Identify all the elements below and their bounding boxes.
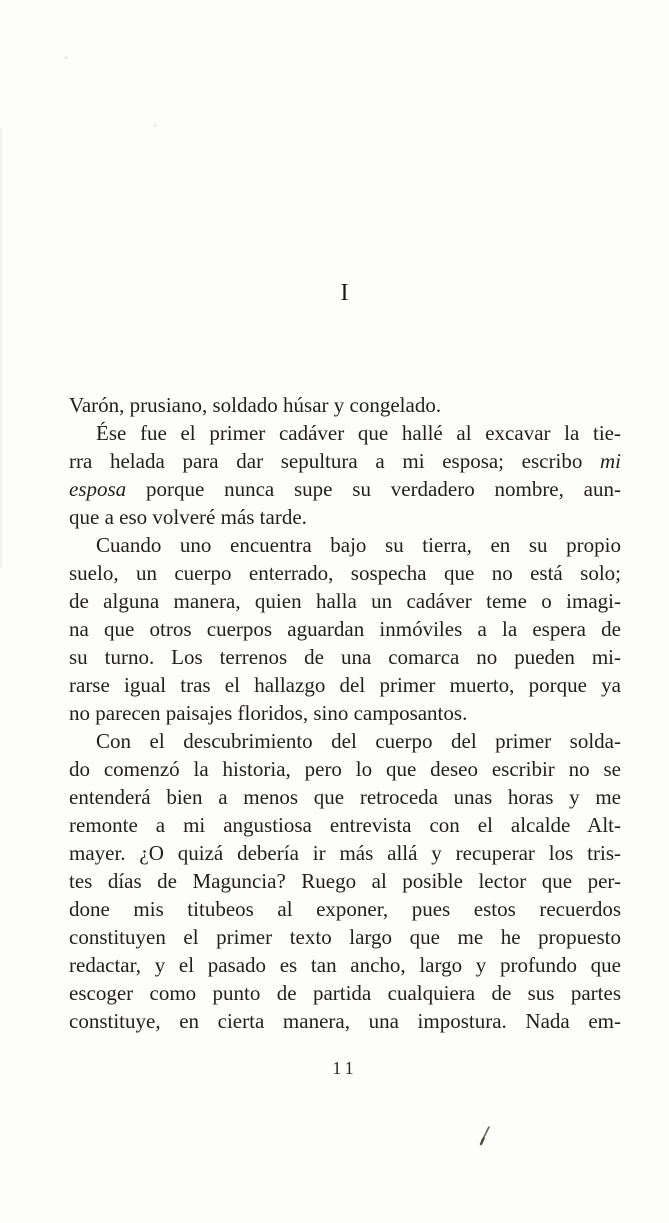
text-segment: rarse igual tras el hallazgo del primer muerto, porque ya — [69, 673, 621, 697]
text-line — [69, 895, 621, 923]
text-segment: de alguna manera, quien halla un cadáver teme o imagi- — [69, 589, 621, 613]
scan-edge-artifact — [0, 128, 3, 568]
text-segment: constituyen el primer texto largo que me he propuesto — [69, 925, 621, 949]
text-line — [69, 699, 621, 727]
text-line — [69, 615, 621, 643]
text-segment: Cuando uno encuentra bajo su tierra, en su propio — [96, 533, 621, 557]
text-line — [69, 923, 621, 951]
text-segment: no parecen paisajes floridos, sino camposantos. — [69, 701, 468, 725]
chapter-heading: I — [340, 280, 350, 306]
text-segment: Ése fue el primer cadáver que hallé al excavar la tie- — [96, 421, 621, 445]
text-segment: Con el descubrimiento del cuerpo del primer solda- — [96, 729, 621, 753]
text-line — [69, 503, 621, 531]
text-line — [69, 755, 621, 783]
text-line — [69, 559, 621, 587]
text-segment: done mis titubeos al exponer, pues estos recuerdos — [69, 897, 621, 921]
text-segment: entenderá bien a menos que retroceda unas horas y me — [69, 785, 621, 809]
text-segment: redactar, y el pasado es tan ancho, largo y profundo que — [69, 953, 621, 977]
text-segment: rra helada para dar sepultura a mi esposa; escribo — [69, 449, 600, 473]
text-line — [69, 391, 621, 419]
text-segment: su turno. Los terrenos de una comarca no pueden mi- — [69, 645, 621, 669]
text-line — [69, 783, 621, 811]
text-line — [69, 643, 621, 671]
text-line — [69, 811, 621, 839]
text-segment: na que otros cuerpos aguardan inmóviles a la espera de — [69, 617, 621, 641]
italic-text-segment: mi — [600, 449, 621, 473]
text-line — [69, 867, 621, 895]
text-segment: porque nunca supe su verdadero nombre, aun- — [126, 477, 621, 501]
text-line — [69, 447, 621, 475]
text-line — [69, 727, 621, 755]
text-segment: tes días de Maguncia? Ruego al posible lector que per- — [69, 869, 621, 893]
body-text — [69, 391, 621, 1035]
text-segment: Varón, prusiano, soldado húsar y congelado. — [69, 393, 442, 417]
text-line — [69, 587, 621, 615]
text-segment: que a eso volveré más tarde. — [69, 505, 307, 529]
text-segment: mayer. ¿O quizá debería ir más allá y recuperar los tris- — [69, 841, 621, 865]
text-line — [69, 839, 621, 867]
italic-text-segment: esposa — [69, 477, 127, 501]
text-line — [69, 531, 621, 559]
text-line — [69, 475, 621, 503]
text-line — [69, 671, 621, 699]
paper-speck — [64, 56, 68, 59]
text-segment: escoger como punto de partida cualquiera de sus partes — [69, 981, 621, 1005]
paper-speck — [153, 124, 157, 127]
text-segment: constituye, en cierta manera, una impostura. Nada em- — [69, 1009, 621, 1033]
text-segment: do comenzó la historia, pero lo que deseo escribir no se — [69, 757, 621, 781]
text-segment: suelo, un cuerpo enterrado, sospecha que no está solo; — [69, 561, 621, 585]
text-line — [69, 419, 621, 447]
text-line — [69, 1007, 621, 1035]
text-line — [69, 979, 621, 1007]
text-line — [69, 951, 621, 979]
pencil-mark-artifact — [474, 1124, 496, 1150]
text-segment: remonte a mi angustiosa entrevista con el alcalde Alt- — [69, 813, 621, 837]
page-number: 11 — [332, 1058, 358, 1078]
